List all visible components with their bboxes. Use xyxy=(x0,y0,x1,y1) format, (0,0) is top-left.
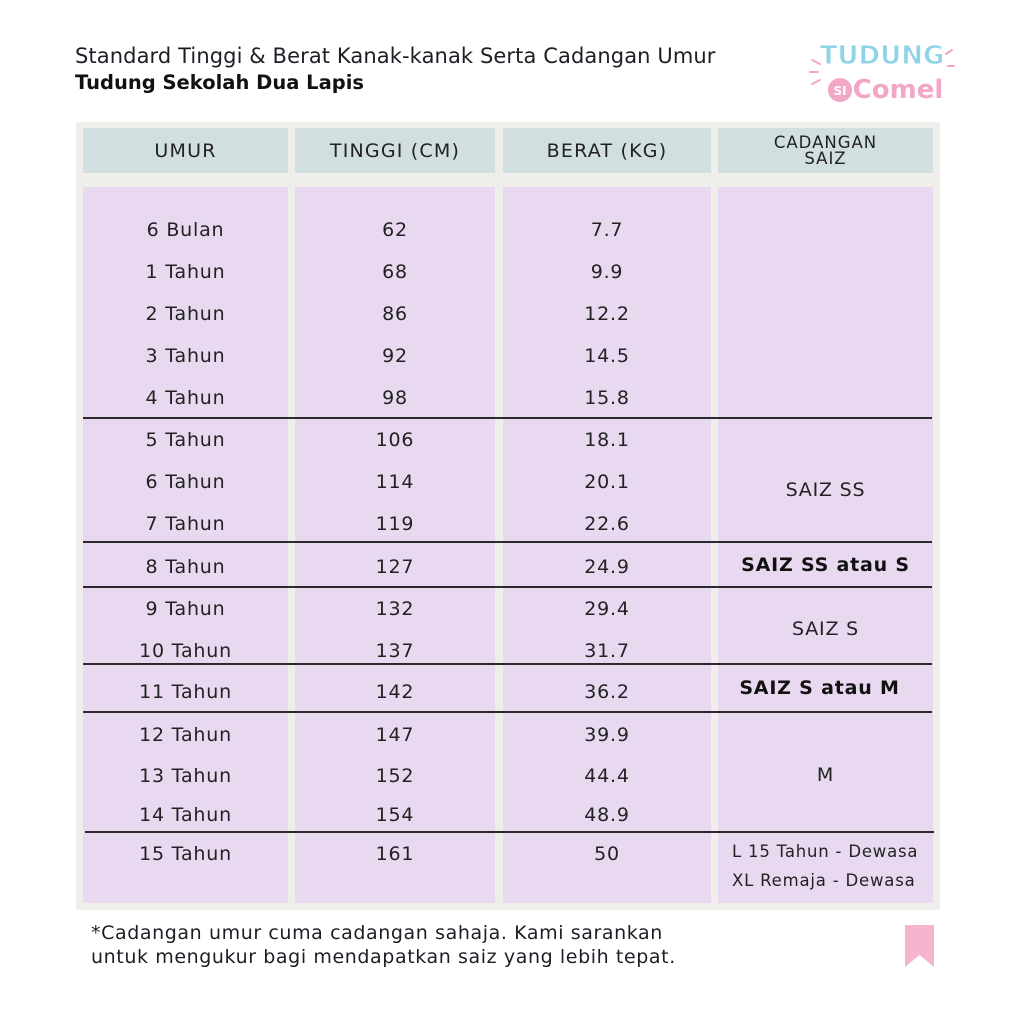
size-ss-or-s: SAIZ SS atau S xyxy=(741,554,910,576)
brand-logo xyxy=(806,32,956,108)
row-age: 10 Tahun xyxy=(139,640,232,662)
footnote-line1: *Cadangan umur cuma cadangan sahaja. Kami sarankan xyxy=(91,922,663,944)
row-height: 119 xyxy=(375,513,415,535)
row-age: 8 Tahun xyxy=(145,556,226,578)
row-height: 92 xyxy=(382,345,408,367)
group-divider xyxy=(83,711,932,713)
row-weight: 50 xyxy=(594,843,620,865)
size-s: SAIZ S xyxy=(792,618,859,640)
row-height: 161 xyxy=(375,843,415,865)
row-height: 68 xyxy=(382,261,408,283)
row-age: 2 Tahun xyxy=(145,303,226,325)
logo-text-bottom: Comel xyxy=(852,75,944,105)
row-height: 62 xyxy=(382,219,408,241)
header-size-line2: SAIZ xyxy=(804,148,847,168)
row-weight: 24.9 xyxy=(584,556,630,578)
header-size xyxy=(718,128,933,173)
header-size-line1: CADANGAN xyxy=(773,132,878,152)
row-age: 7 Tahun xyxy=(145,513,226,535)
row-height: 142 xyxy=(375,681,415,703)
row-weight: 14.5 xyxy=(584,345,630,367)
logo-text-top: TUDUNG xyxy=(819,41,945,71)
size-l: L 15 Tahun - Dewasa xyxy=(732,841,919,861)
group-divider xyxy=(85,831,934,833)
header-age: UMUR xyxy=(83,128,288,173)
size-s-or-m: SAIZ S atau M xyxy=(739,677,900,699)
group-divider xyxy=(83,417,932,419)
row-age: 1 Tahun xyxy=(145,261,226,283)
row-weight: 48.9 xyxy=(584,804,630,826)
column-size xyxy=(718,187,933,903)
row-weight: 22.6 xyxy=(584,513,630,535)
row-height: 114 xyxy=(375,471,415,493)
row-age: 5 Tahun xyxy=(145,429,226,451)
footnote-line2: untuk mengukur bagi mendapatkan saiz yang lebih tepat. xyxy=(91,946,676,968)
row-weight: 29.4 xyxy=(584,598,630,620)
row-weight: 44.4 xyxy=(584,765,630,787)
row-weight: 9.9 xyxy=(590,261,624,283)
row-height: 98 xyxy=(382,387,408,409)
row-weight: 36.2 xyxy=(584,681,630,703)
row-weight: 18.1 xyxy=(584,429,630,451)
row-age: 11 Tahun xyxy=(139,681,232,703)
row-age: 15 Tahun xyxy=(139,843,232,865)
row-weight: 39.9 xyxy=(584,724,630,746)
column-age xyxy=(83,187,288,903)
size-m: M xyxy=(816,764,835,786)
page-subtitle: Tudung Sekolah Dua Lapis xyxy=(75,71,364,94)
row-weight: 20.1 xyxy=(584,471,630,493)
row-age: 12 Tahun xyxy=(139,724,232,746)
row-height: 137 xyxy=(375,640,415,662)
row-weight: 12.2 xyxy=(584,303,630,325)
size-xl: XL Remaja - Dewasa xyxy=(732,870,916,890)
row-age: 4 Tahun xyxy=(145,387,226,409)
row-age: 3 Tahun xyxy=(145,345,226,367)
row-age: 13 Tahun xyxy=(139,765,232,787)
row-age: 6 Bulan xyxy=(146,219,225,241)
row-height: 154 xyxy=(375,804,415,826)
row-weight: 7.7 xyxy=(590,219,624,241)
size-ss: SAIZ SS xyxy=(785,479,866,501)
row-weight: 31.7 xyxy=(584,640,630,662)
row-height: 86 xyxy=(382,303,408,325)
page-title: Standard Tinggi & Berat Kanak-kanak Serta Cadangan Umur xyxy=(75,44,716,68)
row-age: 6 Tahun xyxy=(145,471,226,493)
column-weight xyxy=(503,187,711,903)
row-height: 147 xyxy=(375,724,415,746)
header-weight: BERAT (KG) xyxy=(503,128,711,173)
row-weight: 15.8 xyxy=(584,387,630,409)
row-height: 152 xyxy=(375,765,415,787)
row-age: 9 Tahun xyxy=(145,598,226,620)
group-divider xyxy=(83,663,932,665)
group-divider xyxy=(83,586,932,588)
header-height: TINGGI (CM) xyxy=(295,128,495,173)
column-height xyxy=(295,187,495,903)
row-height: 132 xyxy=(375,598,415,620)
logo-text-si: SI xyxy=(833,84,847,98)
row-height: 106 xyxy=(375,429,415,451)
row-height: 127 xyxy=(375,556,415,578)
group-divider xyxy=(83,541,932,543)
row-age: 14 Tahun xyxy=(139,804,232,826)
bookmark-icon xyxy=(905,925,934,967)
